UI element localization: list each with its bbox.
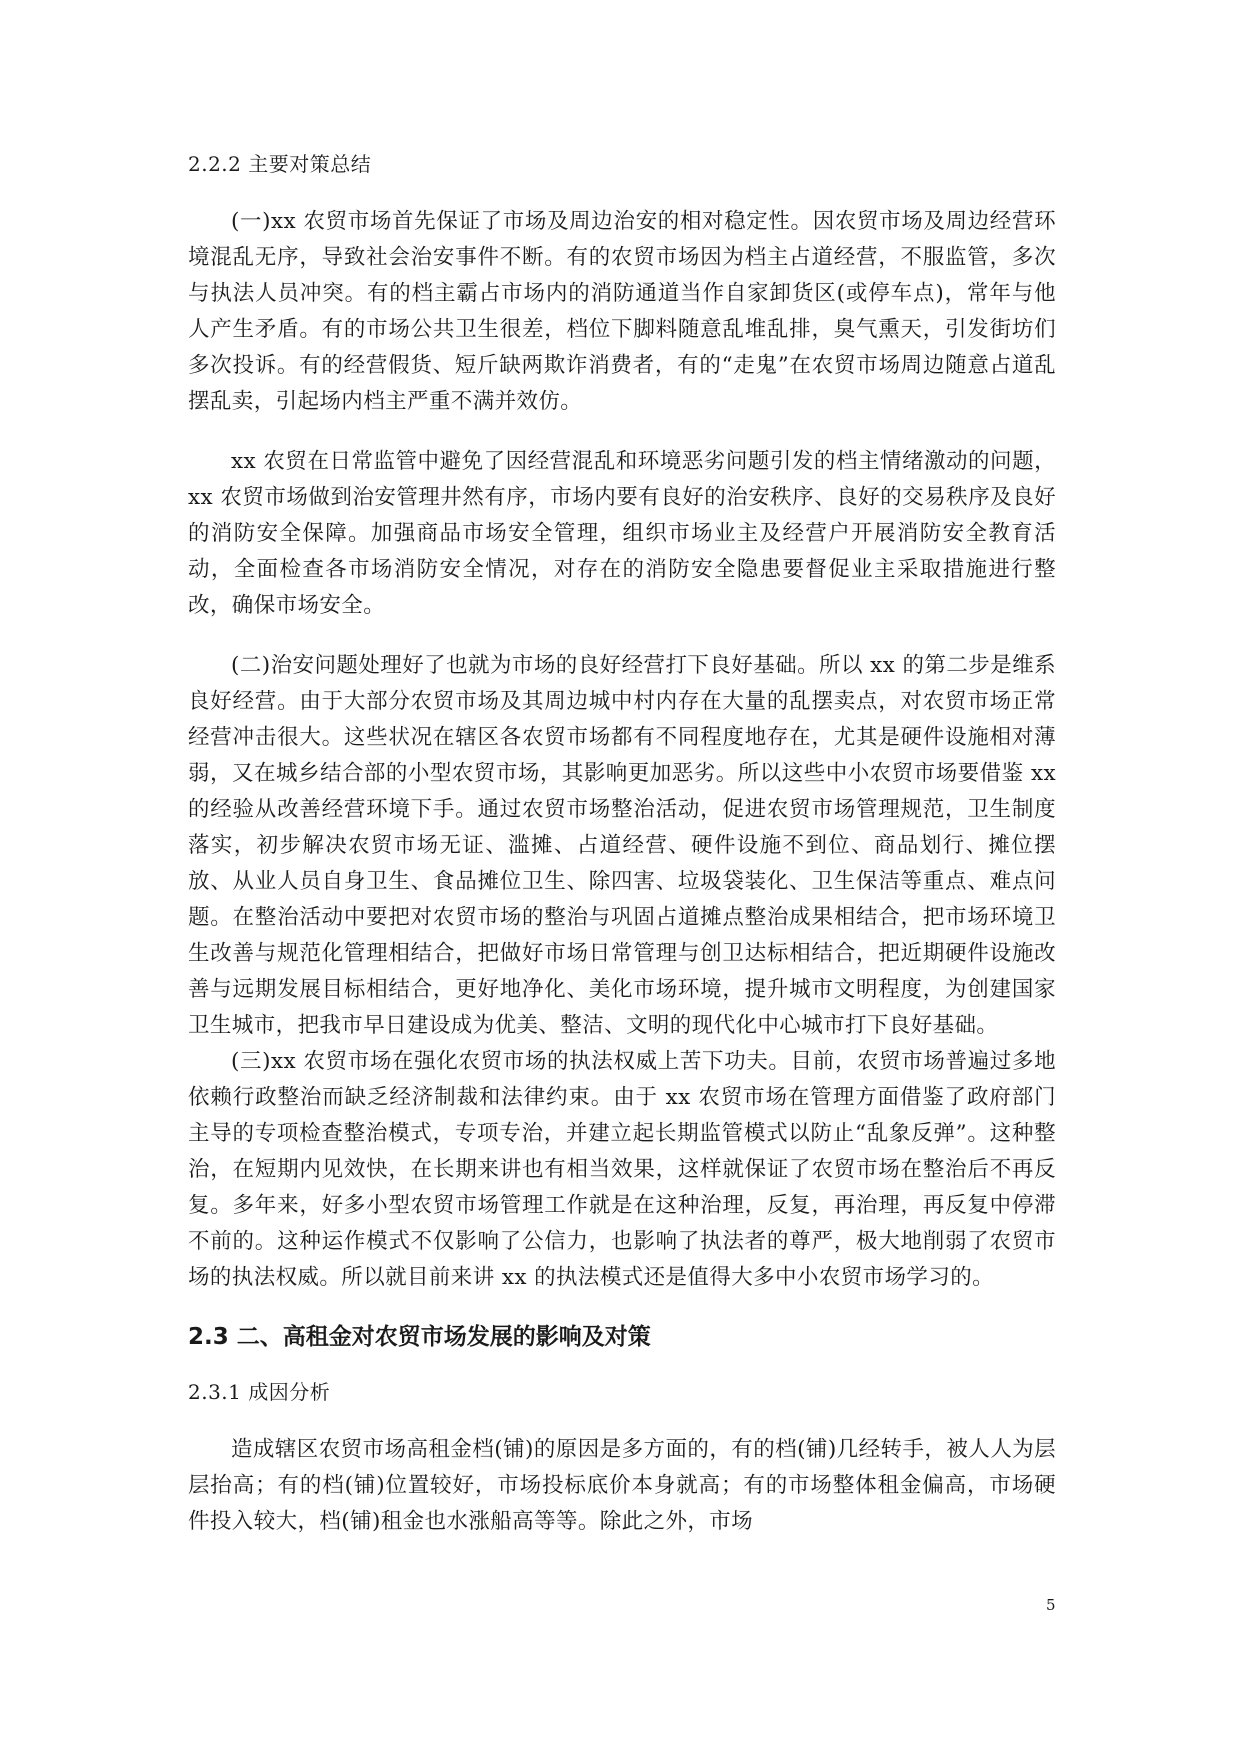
page-number: 5 (1046, 1596, 1056, 1614)
paragraph-2: xx 农贸在日常监管中避免了因经营混乱和环境恶劣问题引发的档主情绪激动的问题，xx 农贸市场做到治安管理井然有序，市场内要有良好的治安秩序、良好的交易秩序及良好的消防安全保障。加强商品市场安全管理，组织市场业主及经营户开展消防安全教育活动，全面检查各市场消防安全情况，对存在的消防安全隐患要督促业主采取措施进行整改，确保市场安全。 (188, 449, 1056, 618)
paragraph-5: 造成辖区农贸市场高租金档(铺)的原因是多方面的，有的档(铺)几经转手，被人人为层层抬高；有的档(铺)位置较好，市场投标底价本身就高；有的市场整体租金偏高，市场硬件投入较大，档(铺)租金也水涨船高等等。除此之外，市场 (188, 1437, 1056, 1534)
section-heading-2-3-1: 2.3.1 成因分析 (188, 1380, 331, 1404)
paragraph-3: (二)治安问题处理好了也就为市场的良好经营打下良好基础。所以 xx 的第二步是维系良好经营。由于大部分农贸市场及其周边城中村内存在大量的乱摆卖点，对农贸市场正常经营冲击很大。这些状况在辖区各农贸市场都有不同程度地存在，尤其是硬件设施相对薄弱，又在城乡结合部的小型农贸市场，其影响更加恶劣。所以这些中小农贸市场要借鉴 xx 的经验从改善经营环境下手。通过农贸市场整治活动，促进农贸市场管理规范，卫生制度落实，初步解决农贸市场无证、滥摊、占道经营、硬件设施不到位、商品划行、摊位摆放、从业人员自身卫生、食品摊位卫生、除四害、垃圾袋装化、卫生保洁等重点、难点问题。在整治活动中要把对农贸市场的整治与巩固占道摊点整治成果相结合，把市场环境卫生改善与规范化管理相结合，把做好市场日常管理与创卫达标相结合，把近期硬件设施改善与远期发展目标相结合，更好地净化、美化市场环境，提升城市文明程度，为创建国家卫生城市，把我市早日建设成为优美、整洁、文明的现代化中心城市打下良好基础。 (188, 653, 1056, 1038)
section-heading-2-2-2: 2.2.2 主要对策总结 (188, 152, 372, 176)
page-content (188, 148, 1056, 1564)
section-heading-2-3: 2.3 二、高租金对农贸市场发展的影响及对策 (188, 1324, 651, 1350)
paragraph-4: (三)xx 农贸市场在强化农贸市场的执法权威上苦下功夫。目前，农贸市场普遍过多地依赖行政整治而缺乏经济制裁和法律约束。由于 xx 农贸市场在管理方面借鉴了政府部门主导的专项检查整治模式，专项专治，并建立起长期监管模式以防止“乱象反弹”。这种整治，在短期内见效快，在长期来讲也有相当效果，这样就保证了农贸市场在整治后不再反复。多年来，好多小型农贸市场管理工作就是在这种治理，反复，再治理，再反复中停滞不前的。这种运作模式不仅影响了公信力，也影响了执法者的尊严，极大地削弱了农贸市场的执法权威。所以就目前来讲 xx 的执法模式还是值得大多中小农贸市场学习的。 (188, 1049, 1056, 1290)
paragraph-1: (一)xx 农贸市场首先保证了市场及周边治安的相对稳定性。因农贸市场及周边经营环境混乱无序，导致社会治安事件不断。有的农贸市场因为档主占道经营，不服监管，多次与执法人员冲突。有的档主霸占市场内的消防通道当作自家卸货区(或停车点)，常年与他人产生矛盾。有的市场公共卫生很差，档位下脚料随意乱堆乱排，臭气熏天，引发街坊们多次投诉。有的经营假货、短斤缺两欺诈消费者，有的“走鬼”在农贸市场周边随意占道乱摆乱卖，引起场内档主严重不满并效仿。 (188, 209, 1056, 414)
